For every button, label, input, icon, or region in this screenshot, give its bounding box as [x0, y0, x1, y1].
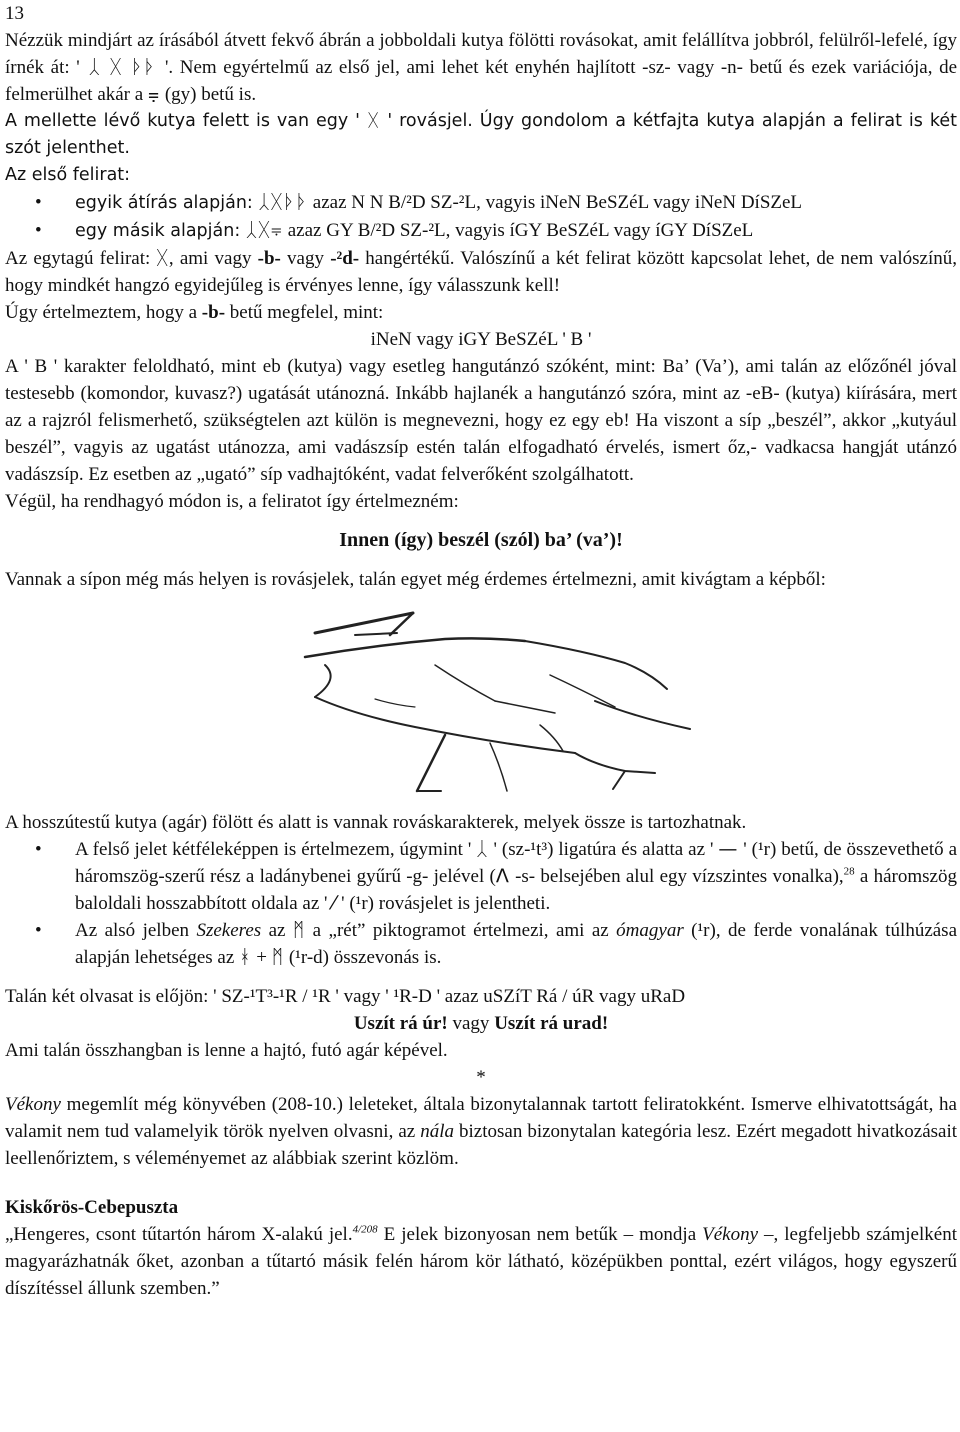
bold-text: -b- [201, 302, 226, 323]
text: + [251, 947, 272, 968]
text: „Hengeres, csont tűtartón három X-alakú jel. [5, 1224, 353, 1245]
text: azaz GY B/²D SZ-²L, vagyis íGY BeSZéL vagy íGY DíSZeL [283, 220, 754, 241]
rune-gy: ⩦ [147, 83, 161, 105]
greyhound-sketch [295, 605, 695, 805]
text: -s- belsejében alul egy vízszintes vonalka), [509, 866, 844, 887]
rune-r: — [718, 838, 739, 860]
italic-word: ómagyar [616, 920, 684, 941]
rune-b: ᚷ [360, 111, 388, 131]
text: a háromszög baloldali hosszabbított oldala az ' [75, 866, 957, 914]
greyhound-sketch-figure [5, 599, 957, 809]
bold-text: -²d- [330, 248, 360, 269]
paragraph-14: Ami talán összhangban is lenne a hajtó, futó agár képével. [5, 1040, 448, 1061]
text: a „rét” piktogramot értelmezi, ami az [305, 920, 617, 941]
text: ' (¹r) rovásjelet is jelentheti. [336, 893, 551, 914]
text: ' (¹r) betű, de összevethető a háromszög-szerű rész a ladánybenei gyűrű -g- jelével ( [75, 839, 958, 887]
text: megemlít még könyvében (208-10.) leleteket, általa bizonytalannak tartott feliratokként. Ismerve elhivatottságát, ha valamit nem tud valamelyik török nyelven olvasni, az [5, 1094, 957, 1142]
paragraph-12: Talán két olvasat is előjön: ' SZ-¹T³-¹R / ¹R ' vagy ' ¹R-D ' azaz uSZíT Rá / úR vagy uRaD [5, 986, 686, 1007]
bold-reading: Uszít rá úr! [353, 1013, 448, 1034]
list-item [5, 917, 957, 971]
paragraph-1 [5, 27, 957, 108]
footnote-ref: 28 [843, 865, 855, 878]
rune-g: Λ [495, 865, 510, 887]
text: –, legfeljebb számjelként magyarázhatnák őket, azonban a tűtartó másik felén három kör látható, középükben ponttal, ezért világos, hogy egyszerű díszítéssel állunk szemben.” [5, 1224, 957, 1299]
paragraph-10: Vannak a sípon még más helyen is rovásjelek, talán egyet még érdemes értelmezni, amit kivágtam a képből: [5, 569, 826, 590]
paragraph-16 [5, 1221, 957, 1302]
text: az [261, 920, 293, 941]
text: Az egytagú felirat: [5, 248, 157, 269]
rune-ligature: ᛸ [476, 838, 489, 860]
rune-sequence: ᛸᚷᚦᚦ [258, 191, 309, 213]
text: (gy) betű is. [160, 84, 257, 105]
text: Az alsó jelben [75, 920, 197, 941]
text: E jelek bizonyosan nem betűk – mondja [377, 1224, 703, 1245]
page-number: 13 [5, 3, 24, 24]
heading-text: Kiskőrös-Cebepuszta [5, 1197, 179, 1218]
text: egyik átírás alapján: [75, 193, 259, 213]
text: vagy [447, 1013, 495, 1034]
list-item [5, 217, 957, 245]
bullet-list-1 [5, 189, 957, 245]
rune-sequence: ᛸᚷ⩦ [245, 219, 283, 241]
text: vagy [280, 248, 331, 269]
paragraph-2 [5, 108, 957, 162]
text: Úgy gondolom a kétfajta kutya alapján a felirat is két szót jelenthet. [5, 111, 957, 158]
section-separator: * [476, 1067, 486, 1088]
text: (¹r-d) összevonás is. [284, 947, 442, 968]
list-item [5, 189, 957, 217]
paragraph-5 [5, 299, 957, 326]
list-item [5, 836, 957, 917]
italic-word: nála [420, 1121, 454, 1142]
centered-formula: iNeN vagy iGY BeSZéL ' B ' [370, 329, 592, 350]
text: hangértékű. Valószínű a két felirat között kapcsolat lehet, de nem valószínű, hogy mindkét hangzó egyidejűleg is érvényes lenne, így válasszunk kell! [5, 248, 958, 296]
footnote-ref: 4/208 [352, 1223, 378, 1236]
section-heading [5, 1194, 957, 1221]
text: A mellette lévő kutya felett is van egy ' [5, 111, 360, 131]
text: ' rovásjel. [387, 111, 473, 131]
text: azaz N N B/²D SZ-²L, vagyis iNeN BeSZéL vagy iNeN DíSZeL [308, 192, 803, 213]
paragraph-8: Végül, ha rendhagyó módon is, a feliratot így értelmezném: [5, 491, 459, 512]
paragraph-15 [5, 1091, 957, 1172]
text: Úgy értelmeztem, hogy a [5, 302, 202, 323]
rune-slash: ⁄ [332, 892, 337, 914]
paragraph-7: A ' B ' karakter feloldható, mint eb (kutya) vagy esetleg hangutánzó szóként, mint: Ba’ (Va’), ami talán az előzőnél jóval testesebb (komondor, kuvasz?) ugatását utánozná. Inkább hajlanék a hangutánzó szóra, mint az -eB- (kutya) kiírására, mert az a rajzról felismerhető, szükségtelen azt külön is megnevezni, hogy ez egy eb! Ha viszont a síp „beszél”, akkor „kutyául beszél”, vagyis az ugatást utánozza, ami vadászsíp estén talán elfogadható érvelés, ismert őz,- vadkacsa hangját utánzó vadászsíp. Ez esetben az „ugató” síp vadhajtóként, vadat felverőként szolgálhatott. [5, 356, 957, 485]
rune-ret: ᛗ [292, 919, 306, 941]
paragraph-3: Az első felirat: [5, 165, 131, 185]
rune-cross: ᚼ [239, 946, 252, 968]
text: A felső jelet kétféleképpen is értelmezem, úgymint ' [75, 839, 477, 860]
text: ' (sz-¹t³) ligatúra és alatta az ' [488, 839, 719, 860]
text: , ami vagy [168, 248, 258, 269]
rune-ret: ᛗ [271, 946, 285, 968]
readings [5, 1010, 957, 1037]
paragraph-4 [5, 245, 957, 299]
highlight-reading: Innen (így) beszél (szól) ba’ (va’)! [339, 529, 623, 551]
bullet-list-2 [5, 836, 957, 971]
rune-b: ᚷ [156, 247, 169, 269]
document-page [5, 0, 957, 1302]
italic-author: Vékony [702, 1224, 759, 1245]
text: '. Nem egyértelmű az első jel, ami lehet két enyhén hajlított -sz- vagy -n- betű és ezek variációja, de felmerülhet akár a [5, 57, 957, 105]
text: betű megfelel, mint: [225, 302, 384, 323]
paragraph-11: A hosszútestű kutya (agár) fölött és alatt is vannak rováskarakterek, melyek össze is tartozhatnak. [5, 812, 747, 833]
bold-text: -b- [257, 248, 281, 269]
text: egy másik alapján: [75, 221, 246, 241]
text: biztosan bizonytalan kategória lesz. Ezért megadott hivatkozásait leellenőriztem, s véleményemet az alábbiak szerint közlöm. [5, 1121, 958, 1169]
text: Nézzük mindjárt az írásából átvett fekvő ábrán a jobboldali kutya fölötti rovásokat, amit felállítva jobbról, felülről-lefelé, így írnék át: ' [5, 30, 957, 78]
rune-sequence: ᛸ ᚷ ᚦᚦ [79, 56, 165, 78]
bold-reading: Uszít rá urad! [494, 1013, 609, 1034]
text: (¹r), de ferde vonalának túlhúzása alapján lehetséges az [75, 920, 958, 968]
italic-author: Vékony [5, 1094, 61, 1115]
italic-name: Szekeres [196, 920, 262, 941]
